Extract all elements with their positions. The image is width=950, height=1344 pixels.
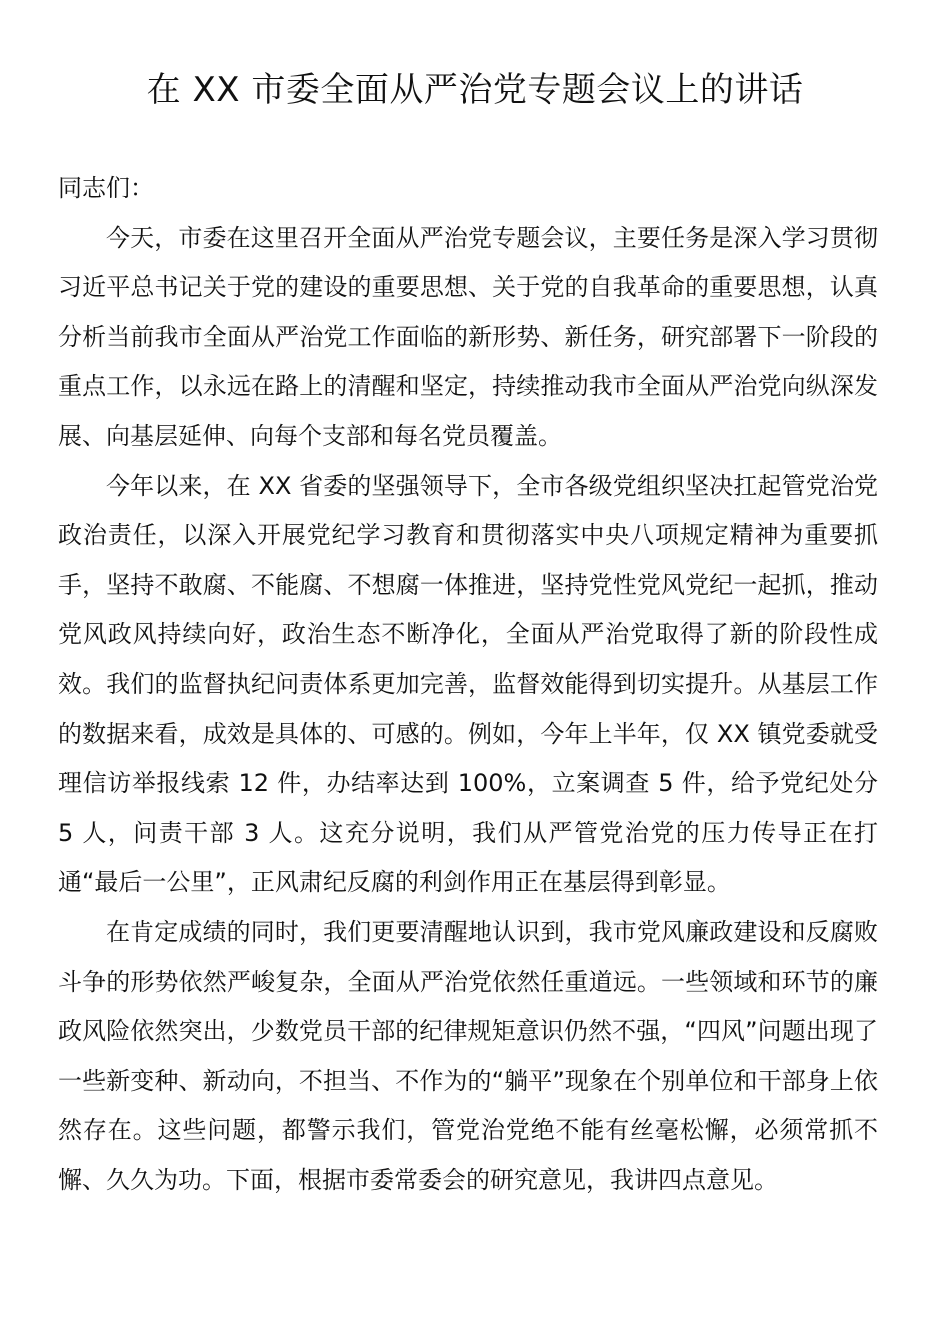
- paragraph-1: 今天，市委在这里召开全面从严治党专题会议，主要任务是深入学习贯彻习近平总书记关于党的建设的重要思想、关于党的自我革命的重要思想，认真分析当前我市全面从严治党工作面临的新形势、新任务，研究部署下一阶段的重点工作，以永远在路上的清醒和坚定，持续推动我市全面从严治党向纵深发展、向基层延伸、向每个支部和每名党员覆盖。: [58, 223, 878, 450]
- paragraph-3: 在肯定成绩的同时，我们更要清醒地认识到，我市党风廉政建设和反腐败斗争的形势依然严峻复杂，全面从严治党依然任重道远。一些领域和环节的廉政风险依然突出，少数党员干部的纪律规矩意识仍然不强，“四风”问题出现了一些新变种、新动向，不担当、不作为的“躺平”现象在个别单位和干部身上依然存在。这些问题，都警示我们，管党治党绝不能有丝毫松懈，必须常抓不懈、久久为功。下面，根据市委常委会的研究意见，我讲四点意见。: [58, 917, 878, 1194]
- document-title: 在 XX 市委全面从严治党专题会议上的讲话: [146, 70, 804, 110]
- document-body: [58, 164, 878, 1205]
- salutation: 同志们：: [58, 174, 154, 202]
- paragraph-2: 今年以来，在 XX 省委的坚强领导下，全市各级党组织坚决扛起管党治党政治责任，以深入开展党纪学习教育和贯彻落实中央八项规定精神为重要抓手，坚持不敢腐、不能腐、不想腐一体推进，坚持党性党风党纪一起抓，推动党风政风持续向好，政治生态不断净化，全面从严治党取得了新的阶段性成效。我们的监督执纪问责体系更加完善，监督效能得到切实提升。从基层工作的数据来看，成效是具体的、可感的。例如，今年上半年，仅 XX 镇党委就受理信访举报线索 12 件，办结率达到 100%，立案调查 5 件，给予党纪处分 5 人，问责干部 3 人。这充分说明，我们从严管党治党的压力传导正在打通“最后一公里”，正风肃纪反腐的利剑作用正在基层得到彰显。: [58, 471, 878, 897]
